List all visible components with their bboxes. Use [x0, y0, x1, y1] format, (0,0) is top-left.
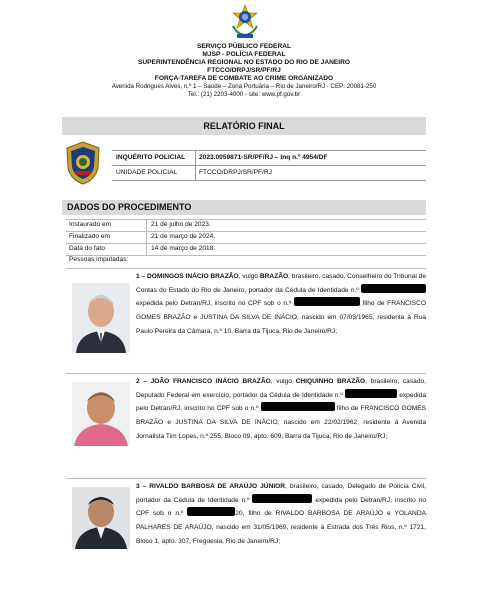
procedure-row [66, 244, 426, 256]
person-description: 2 – JOÃO FRANCISCO INÁCIO BRAZÃO, vulgo CHIQUINHO BRAZÃO, brasileiro, casado, Deputado Federal em exercício, portador da Cédula de Identidade n.º expedida pelo Detran/RJ, inscrito no CPF sob o n.º filho de FRANCISCO GOMES BRAZÃO e JUSTINA DA SILVA DE INÁCIO, nascido em 22/02/1962, residente à Avenida Jornalista Tim Lopes, n.º 255, Bloco 09, apto. 609, Barra da Tijuca, Rio de Janeiro/RJ; [136, 378, 426, 440]
person-alias: BRAZÃO [259, 273, 289, 280]
persons-label: Pessoas imputadas: [69, 256, 129, 263]
inquiry-row [112, 150, 426, 166]
report-title: RELATÓRIO FINAL [62, 117, 426, 135]
header-line-unit: FTCCO/DRPJ/SR/PF/RJ [207, 67, 281, 74]
procedure-label: Instaurado em [69, 221, 112, 228]
header-line-address: Avenida Rodrigues Alves, n.º 1 – Saúde – Zona Portuária – Rio de Janeiro/RJ - CEP: 20081-250 [111, 83, 377, 90]
redaction-box [361, 284, 426, 293]
person-photo [72, 382, 130, 446]
person-description: 3 – RIVALDO BARBOSA DE ARAÚJO JÚNIOR, brasileiro, casado, Delegado de Polícia Civil, portador da Cédula de Identidade n.º expedida pelo Detran/RJ, inscrito no CPF sob o n.º 20, filho de RIVALDO BARBOSA DE ARAÚJO e YOLANDA PALHARES DE ARAÚJO, nascido em 31/05/1969, residente à Estrada dos Três Rios, n.º 1721, Bloco 1, apto. 307, Freguesia, Rio de Janeiro/RJ; [136, 483, 426, 545]
inquiry-value: 2023.0059871-SR/PF/RJ – Inq n.º 4954/DF [199, 154, 328, 161]
redaction-box [261, 402, 335, 411]
section-title: DADOS DO PROCEDIMENTO [62, 200, 426, 215]
person-photo [72, 487, 130, 549]
redaction-box [252, 494, 312, 503]
person-alias: CHIQUINHO BRAZÃO [295, 378, 366, 385]
header-line-contact: Tel.: (21) 2203-4000 - site: www.pf.gov.br [187, 91, 301, 98]
person-entry [66, 373, 426, 478]
unit-value: FTCCO/DRPJ/SR/PF/RJ [199, 169, 272, 176]
header-line-service: SERVIÇO PÚBLICO FEDERAL [196, 43, 292, 50]
header-line-taskforce: FORÇA-TAREFA DE COMBATE AO CRIME ORGANIZADO [154, 75, 334, 82]
brazil-coat-of-arms-icon [229, 4, 261, 40]
procedure-value: 14 de março de 2018. [151, 245, 216, 252]
person-name: 3 – RIVALDO BARBOSA DE ARAÚJO JÚNIOR [136, 483, 286, 490]
procedure-value: 21 de março de 2024. [151, 233, 216, 240]
redaction-box [345, 389, 397, 398]
person-name: 2 – JOÃO FRANCISCO INÁCIO BRAZÃO [136, 378, 271, 385]
procedure-row [66, 232, 426, 244]
procedure-label: Data do fato [69, 245, 105, 252]
inquiry-table [112, 150, 426, 181]
redaction-box [294, 297, 360, 306]
procedure-value: 21 de julho de 2023. [151, 221, 211, 228]
person-entry [66, 268, 426, 373]
person-entry [66, 478, 426, 579]
redaction-box [187, 507, 235, 516]
person-photo [72, 283, 130, 353]
procedure-label: Finalizado em [69, 233, 111, 240]
procedure-row [66, 219, 426, 232]
header-line-ministry: MJSP - POLÍCIA FEDERAL [202, 51, 286, 58]
person-description: 1 – DOMINGOS INÁCIO BRAZÃO, vulgo BRAZÃO, brasileiro, casado, Conselheiro do Tribunal de Contas do Estado do Rio de Janeiro, portador da Cédula de Identidade n.º expedida pelo Detran/RJ, inscrito no CPF sob o n.º filho de FRANCISCO GOMES BRAZÃO e JUSTINA DA SILVA DE INÁCIO, nascido em 07/03/1965, residente à Rua Paulo Pereira da Câmara, n.º 10, Barra da Tijuca, Rio de Janeiro/RJ; [136, 273, 426, 335]
unit-row [112, 166, 426, 181]
unit-label: UNIDADE POLICIAL [116, 169, 178, 176]
person-name: 1 – DOMINGOS INÁCIO BRAZÃO [136, 273, 239, 280]
federal-police-badge-icon [64, 140, 102, 186]
inquiry-label: INQUÉRITO POLICIAL [116, 154, 186, 161]
header-line-superintendence: SUPERINTENDÊNCIA REGIONAL NO ESTADO DO RIO DE JANEIRO [138, 59, 350, 66]
procedure-table [66, 219, 426, 256]
